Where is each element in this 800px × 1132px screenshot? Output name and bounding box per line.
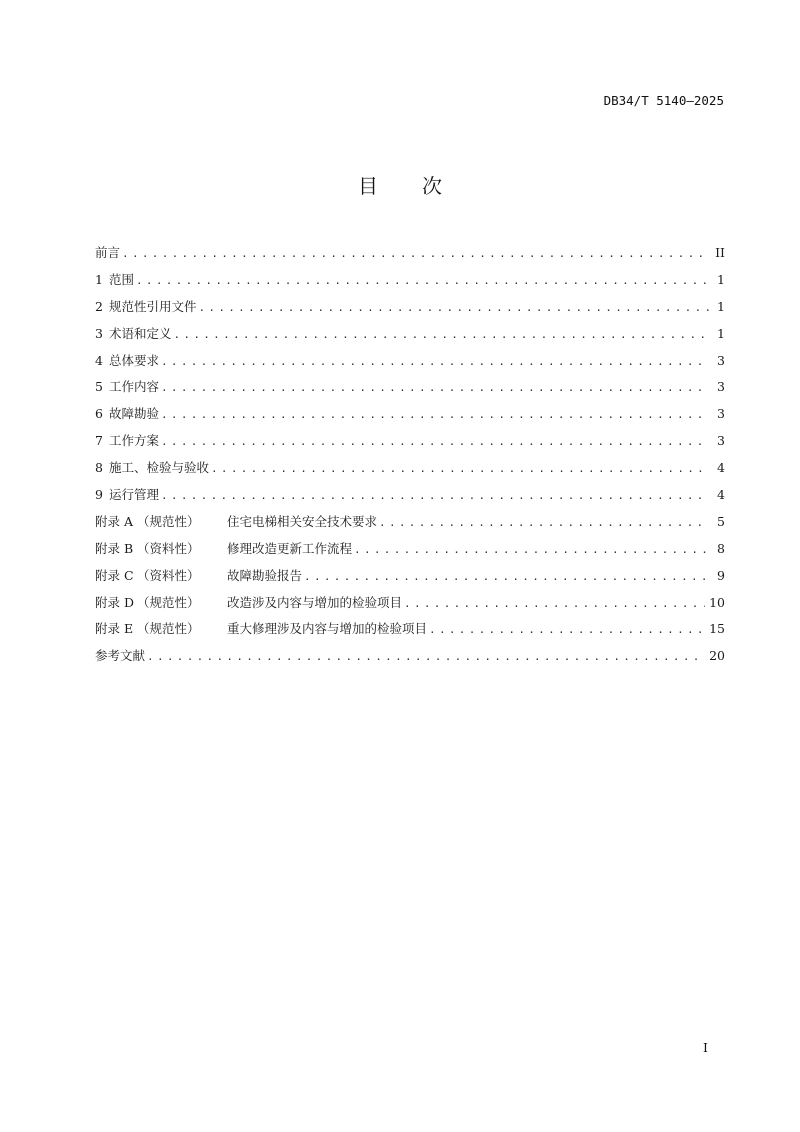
dot-leader — [429, 620, 705, 640]
toc-entry-page: 9 — [717, 567, 725, 583]
dot-leader — [136, 271, 709, 291]
toc-entry-4[interactable] — [95, 351, 725, 378]
toc-entry-5[interactable] — [95, 377, 725, 404]
toc-entry-label: 故障勘验报告 — [227, 567, 303, 583]
toc-entry-page: 3 — [717, 352, 725, 368]
toc-entry-appendix-b[interactable] — [95, 539, 725, 566]
toc-entry-page: II — [715, 245, 725, 260]
toc-entry-page: 20 — [709, 648, 725, 664]
toc-entry-page: 4 — [717, 487, 725, 503]
section-number: 2 — [95, 298, 103, 314]
dot-leader — [161, 486, 709, 506]
section-number: 9 — [95, 487, 103, 503]
appendix-id: 附录 C — [95, 567, 134, 583]
toc-entry-label: 工作内容 — [108, 379, 159, 395]
dot-leader — [122, 244, 709, 264]
section-number: 1 — [95, 271, 103, 287]
toc-entry-page: 1 — [717, 298, 725, 314]
appendix-type: （资料性） — [137, 567, 200, 583]
section-number: 3 — [95, 325, 103, 341]
section-number: 7 — [95, 433, 103, 449]
toc-entry-label: 住宅电梯相关安全技术要求 — [227, 513, 378, 529]
dot-leader — [211, 459, 709, 479]
dot-leader — [379, 513, 709, 533]
toc-entry-7[interactable] — [95, 431, 725, 458]
toc-entry-8[interactable] — [95, 458, 725, 485]
toc-entry-appendix-d[interactable] — [95, 593, 725, 620]
dot-leader — [304, 567, 709, 587]
dot-leader — [198, 298, 709, 318]
toc-entry-page: 15 — [709, 621, 725, 637]
toc-entry-label: 规范性引用文件 — [108, 298, 197, 314]
toc-entry-label: 术语和定义 — [108, 325, 172, 341]
toc-entry-page: 5 — [717, 513, 725, 529]
toc-entry-page: 3 — [717, 433, 725, 449]
appendix-id: 附录 E — [95, 621, 134, 637]
toc-entry-label: 范围 — [108, 271, 134, 287]
toc-entry-references[interactable] — [95, 646, 725, 673]
toc-entry-appendix-a[interactable] — [95, 512, 725, 539]
toc-entry-label: 总体要求 — [108, 352, 159, 368]
appendix-type: （规范性） — [137, 594, 200, 610]
toc-entry-page: 1 — [717, 325, 725, 341]
toc-entry-3[interactable] — [95, 324, 725, 351]
dot-leader — [161, 432, 709, 452]
toc-entry-1[interactable] — [95, 270, 725, 297]
toc-entry-page: 10 — [709, 594, 725, 610]
section-number: 4 — [95, 352, 103, 368]
toc-entry-page: 1 — [717, 271, 725, 287]
section-number: 5 — [95, 379, 103, 395]
toc-entry-page: 3 — [717, 406, 725, 422]
title-char-1: 目 — [358, 174, 378, 198]
dot-leader — [354, 540, 709, 560]
title-char-2: 次 — [422, 174, 442, 198]
dot-leader — [161, 352, 709, 372]
dot-leader — [161, 405, 709, 425]
dot-leader — [404, 594, 705, 614]
appendix-type: （规范性） — [137, 513, 200, 529]
toc-entry-label: 重大修理涉及内容与增加的检验项目 — [227, 621, 428, 637]
appendix-id: 附录 A — [95, 513, 134, 529]
toc-entry-foreword[interactable] — [95, 243, 725, 270]
toc-entry-9[interactable] — [95, 485, 725, 512]
dot-leader — [147, 647, 705, 667]
toc-entry-label: 改造涉及内容与增加的检验项目 — [227, 594, 403, 610]
toc-entry-label: 故障勘验 — [108, 406, 159, 422]
toc-entry-label: 参考文献 — [95, 648, 146, 664]
table-of-contents — [95, 243, 725, 673]
dot-leader — [173, 325, 709, 345]
toc-entry-label: 前言 — [95, 245, 121, 260]
document-code: DB34/T 5140—2025 — [603, 93, 724, 108]
toc-entry-2[interactable] — [95, 297, 725, 324]
page-title — [0, 170, 800, 199]
appendix-id: 附录 B — [95, 540, 134, 556]
toc-entry-label: 运行管理 — [108, 487, 159, 503]
toc-entry-page: 3 — [717, 379, 725, 395]
toc-entry-label: 施工、检验与验收 — [108, 460, 209, 476]
appendix-type: （资料性） — [137, 540, 200, 556]
toc-entry-page: 8 — [717, 540, 725, 556]
toc-entry-label: 工作方案 — [108, 433, 159, 449]
section-number: 6 — [95, 406, 103, 422]
toc-entry-page: 4 — [717, 460, 725, 476]
section-number: 8 — [95, 460, 103, 476]
toc-entry-label: 修理改造更新工作流程 — [227, 540, 353, 556]
appendix-id: 附录 D — [95, 594, 134, 610]
dot-leader — [161, 378, 709, 398]
appendix-type: （规范性） — [137, 621, 200, 637]
toc-entry-appendix-c[interactable] — [95, 566, 725, 593]
page-number: I — [703, 1040, 708, 1055]
toc-entry-appendix-e[interactable] — [95, 619, 725, 646]
toc-entry-6[interactable] — [95, 404, 725, 431]
